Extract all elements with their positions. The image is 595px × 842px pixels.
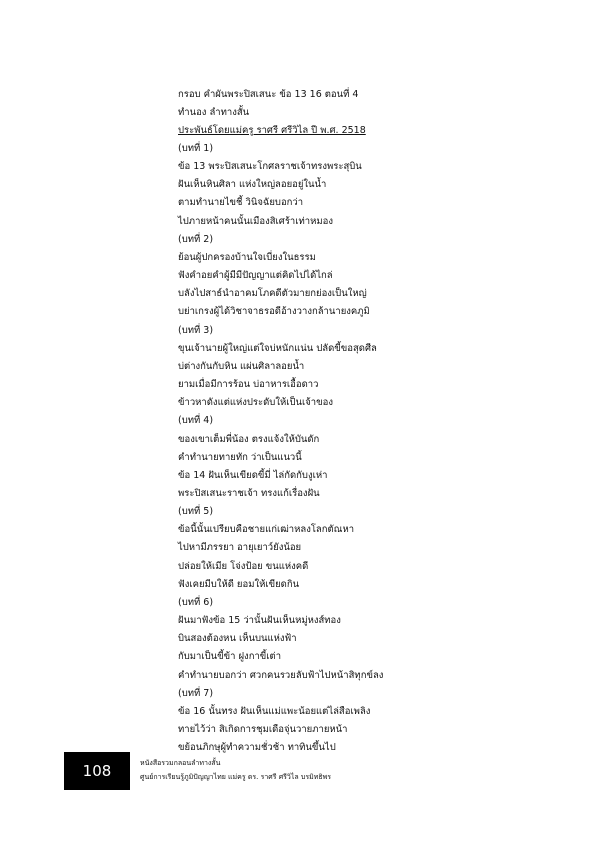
poem-line: คำทำนายทายทัก ว่าเป็นแนวนี้ (178, 451, 302, 463)
stanza-heading: (บทที่ 6) (178, 596, 214, 608)
poem-line: ยามเมื่อมีการร้อน บ่อาหารเอื้อดาว (178, 379, 319, 391)
footer-book-title: หนังสือรวมกลอนลำทางสั้น (140, 759, 221, 767)
stanza-heading: (บทที่ 4) (178, 415, 214, 427)
footer (140, 756, 440, 784)
poem-header (178, 86, 478, 140)
poem-line: บินสองต้องหน เห็นบนแห่งฟ้า (178, 633, 297, 645)
poem-line: ข้อนี้นั้นเปรียบคือชายแก่เฒ่าหลงโลกตัณหา (178, 524, 355, 536)
poem-line: คำทำนายบอกว่า ศวกคนรวยลับฟ้าไปหน้าสิทุกข์ลง (178, 669, 384, 681)
poem-line: พระปิสเสนะราชเจ้า ทรงแก้เรื่องฝัน (178, 487, 320, 499)
poem-line: ฟังเคยมีบให้ดี ยอมให้เขียดกิน (178, 578, 300, 590)
stanza-heading: (บทที่ 5) (178, 506, 214, 518)
poem-line: ไปหามีภรรยา อายุเยาว์ยังน้อย (178, 542, 302, 554)
footer-publisher: ศูนย์การเรียนรู้ภูมิปัญญาไทย แม่ครู ดร. ราศรี ศรีวิไล บรมิทธิพร (140, 773, 331, 781)
page-number-box (64, 752, 130, 790)
poem-line: ฝันเห็นหินศิลา แห่งใหญ่ลอยอยู่ในน้ำ (178, 179, 327, 191)
poem-line: บย่าเกรงผู้ได้วิชาจาธรอดีอ้างวางกล้านายงคภูมิ (178, 306, 370, 318)
poem-line: ฝันมาฟังข้อ 15 ว่านั้นฝันเห็นหมู่หงส์ทอง (178, 615, 341, 627)
poem-line: ย้อนผู้ปกครองบ้านใจเบี่ยงในธรรม (178, 251, 316, 263)
poem-line: ข้อ 13 พระปิสเสนะโกศลราชเจ้าทรงพระสุบิน (178, 161, 362, 173)
poem-line: ข้าวหาดังแต่แห่งประดับให้เป็นเจ้าของ (178, 397, 333, 409)
stanza-heading: (บทที่ 3) (178, 324, 214, 336)
stanza-heading: (บทที่ 1) (178, 143, 214, 154)
header-author: ประพันธ์โดยแม่ครู ราศรี ศรีวิไล ปี พ.ศ. 2518 (178, 125, 366, 136)
stanza-heading: (บทที่ 2) (178, 233, 214, 245)
stanza-heading: (บทที่ 7) (178, 687, 214, 699)
poem-line: ข้อ 16 นั้นทรง ฝันเห็นแม่แพะน้อยแต่ไล่สือเพลิง (178, 705, 371, 717)
page-number: 108 (82, 762, 112, 780)
poem-line: ตามทำนายไขชี้ วินิจฉัยบอกว่า (178, 197, 304, 209)
poem-body (178, 140, 498, 757)
poem-line: ทายไว้ว่า สิเกิดการชุมเดือจุ่นวายภายหน้า (178, 724, 348, 735)
poem-line: ปล่อยให้เมีย โจ่งป้อย ขนแห่งคดี (178, 560, 309, 572)
header-title: กรอบ คำผันพระปิสเสนะ ข้อ 13 16 ตอนที่ 4 (178, 89, 359, 100)
poem-line: ขย้อนภิกษุผู้ทำความชั่วช้า ทาทินขึ้นไป (178, 742, 336, 754)
poem-line: ฟังคำอยคำผู้มีมีปัญญาแต่คิดไปได้ไกล่ (178, 270, 333, 282)
poem-line: ของเขาเต็มพี่น้อง ตรงแจ้งให้บันดัก (178, 433, 320, 445)
header-melody: ทำนอง ลำทางสั้น (178, 107, 250, 118)
poem-line: บลังไปสาธ์นำอาคมโภคดีตัวมายกย่องเป็นใหญ่ (178, 288, 367, 300)
poem-line: ขุนเจ้านายผู้ใหญ่แต่ใจบ่หนักแน่น ปลัดขี้ขอสุดศีล (178, 342, 377, 354)
poem-line: ไปภายหน้าคนนั้นเมืองสิเศร้าเท่าหมอง (178, 215, 333, 227)
poem-line: ข้อ 14 ฝันเห็นเขียดขี้มี่ ไล่กัดกับงูเห่า (178, 469, 328, 481)
poem-line: กับมาเป็นขี้ข้า ฝูงกาขี้เต่า (178, 651, 282, 663)
poem-line: บ่ต่างกันกับหิน แผ่นศิลาลอยน้ำ (178, 360, 305, 372)
